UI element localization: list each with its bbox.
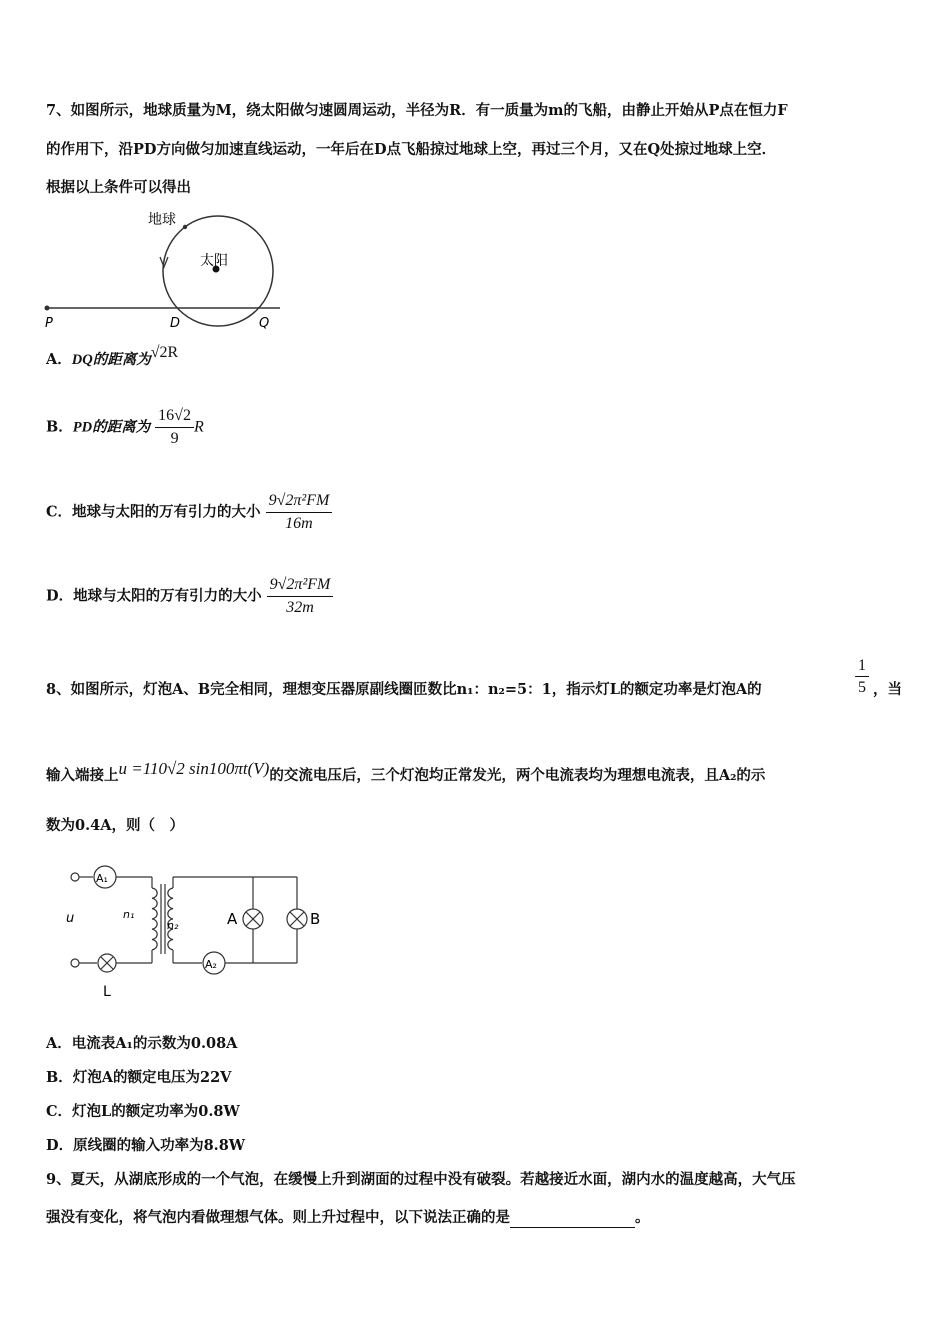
q8-option-d: D．原线圈的输入功率为8.8W xyxy=(46,1137,246,1154)
q7-option-a xyxy=(46,344,179,370)
fraction-numerator: 1 xyxy=(855,655,869,677)
q9-text-line2 xyxy=(46,1208,650,1228)
fraction-numerator: 9√2π²FM xyxy=(267,574,334,597)
q8-line1-tail: ，当 xyxy=(873,681,902,698)
n2-label: n₂ xyxy=(167,919,179,932)
q7-option-b-fraction xyxy=(155,405,194,450)
earth-label: 地球 xyxy=(148,212,176,228)
q8-option-c: C．灯泡L的额定功率为0.8W xyxy=(46,1103,240,1120)
p-point xyxy=(45,306,50,311)
answer-blank xyxy=(510,1213,635,1228)
q7-option-b-tail: R xyxy=(193,418,204,436)
q7-option-c-fraction xyxy=(266,490,333,535)
q7-option-d xyxy=(46,574,333,619)
l-label: L xyxy=(103,984,111,1000)
primary-coil-icon xyxy=(152,888,157,950)
q8-fraction xyxy=(855,655,869,698)
q7-text-line3: 根据以上条件可以得出 xyxy=(46,179,191,196)
u-label: u xyxy=(66,911,75,926)
a2-label: A₂ xyxy=(205,958,217,971)
q7-option-d-text: 地球与太阳的万有引力的大小 xyxy=(73,587,262,605)
q7-text-line2: 的作用下，沿PD方向做匀加速直线运动，一年后在D点飞船掠过地球上空，再过三个月，又在Q处掠过地球上空． xyxy=(46,141,777,158)
q9-line2-end: 。 xyxy=(635,1209,650,1226)
q7-orbit-figure xyxy=(40,205,290,330)
terminal-top xyxy=(71,873,79,881)
q7-option-c-label: C． xyxy=(46,503,73,521)
q7-option-d-label: D． xyxy=(46,587,74,605)
terminal-bottom xyxy=(71,959,79,967)
fraction-numerator: 16√2 xyxy=(155,405,194,428)
q7-option-b-text: PD的距离为 xyxy=(72,419,151,436)
q7-option-b xyxy=(46,405,204,450)
q8-text-line2 xyxy=(46,759,766,786)
q8-line1-text: 8、如图所示，灯泡A、B完全相同，理想变压器原副线圈匝数比n₁：n₂=5：1，指示灯L的额定功率是灯泡A的 xyxy=(46,681,762,698)
fraction-denominator: 9 xyxy=(170,430,179,447)
q9-line2-text: 强没有变化，将气泡内看做理想气体。则上升过程中，以下说法正确的是 xyxy=(46,1209,510,1226)
a-label: A xyxy=(227,910,238,928)
q7-option-a-math: √2R xyxy=(150,344,179,361)
sun-label: 太阳 xyxy=(200,253,228,269)
q7-option-a-text: DQ的距离为 xyxy=(71,352,151,368)
fraction-numerator: 9√2π²FM xyxy=(266,490,333,513)
q7-option-c-text: 地球与太阳的万有引力的大小 xyxy=(72,503,261,521)
p-label: P xyxy=(45,316,53,330)
q8-line2-head: 输入端接上 xyxy=(46,767,119,784)
q7-option-a-label: A． xyxy=(46,351,72,368)
earth-dot xyxy=(183,225,187,229)
fraction-denominator: 5 xyxy=(858,679,866,696)
d-label: D xyxy=(170,316,181,330)
fraction-denominator: 16m xyxy=(285,515,313,532)
a1-label: A₁ xyxy=(96,872,108,885)
q7-option-b-label: B． xyxy=(46,418,73,436)
q8-text-line3: 数为0.4A，则（ ） xyxy=(46,817,184,834)
b-label: B xyxy=(310,910,321,928)
q8-text-line1 xyxy=(46,680,762,700)
q8-circuit-figure xyxy=(60,858,340,1003)
fraction-denominator: 32m xyxy=(286,599,314,616)
q7-text-line1: 7、如图所示，地球质量为M，绕太阳做匀速圆周运动，半径为R．有一质量为m的飞船，由静止开始从P点在恒力F xyxy=(46,102,788,119)
q8-line2-tail: 的交流电压后，三个灯泡均正常发光，两个电流表均为理想电流表，且A₂的示 xyxy=(269,767,766,784)
q8-option-b: B．灯泡A的额定电压为22V xyxy=(46,1069,232,1086)
q8-option-a: A．电流表A₁的示数为0.08A xyxy=(46,1035,238,1052)
n1-label: n₁ xyxy=(123,908,135,921)
q7-option-d-fraction xyxy=(267,574,334,619)
q7-option-c xyxy=(46,490,332,535)
q9-text-line1: 9、夏天，从湖底形成的一个气泡，在缓慢上升到湖面的过程中没有破裂。若越接近水面，湖内水的温度越高，大气压 xyxy=(46,1171,796,1188)
q8-voltage-equation: u =110√2 sin100πt(V) xyxy=(118,759,270,778)
q-label: Q xyxy=(259,316,270,330)
